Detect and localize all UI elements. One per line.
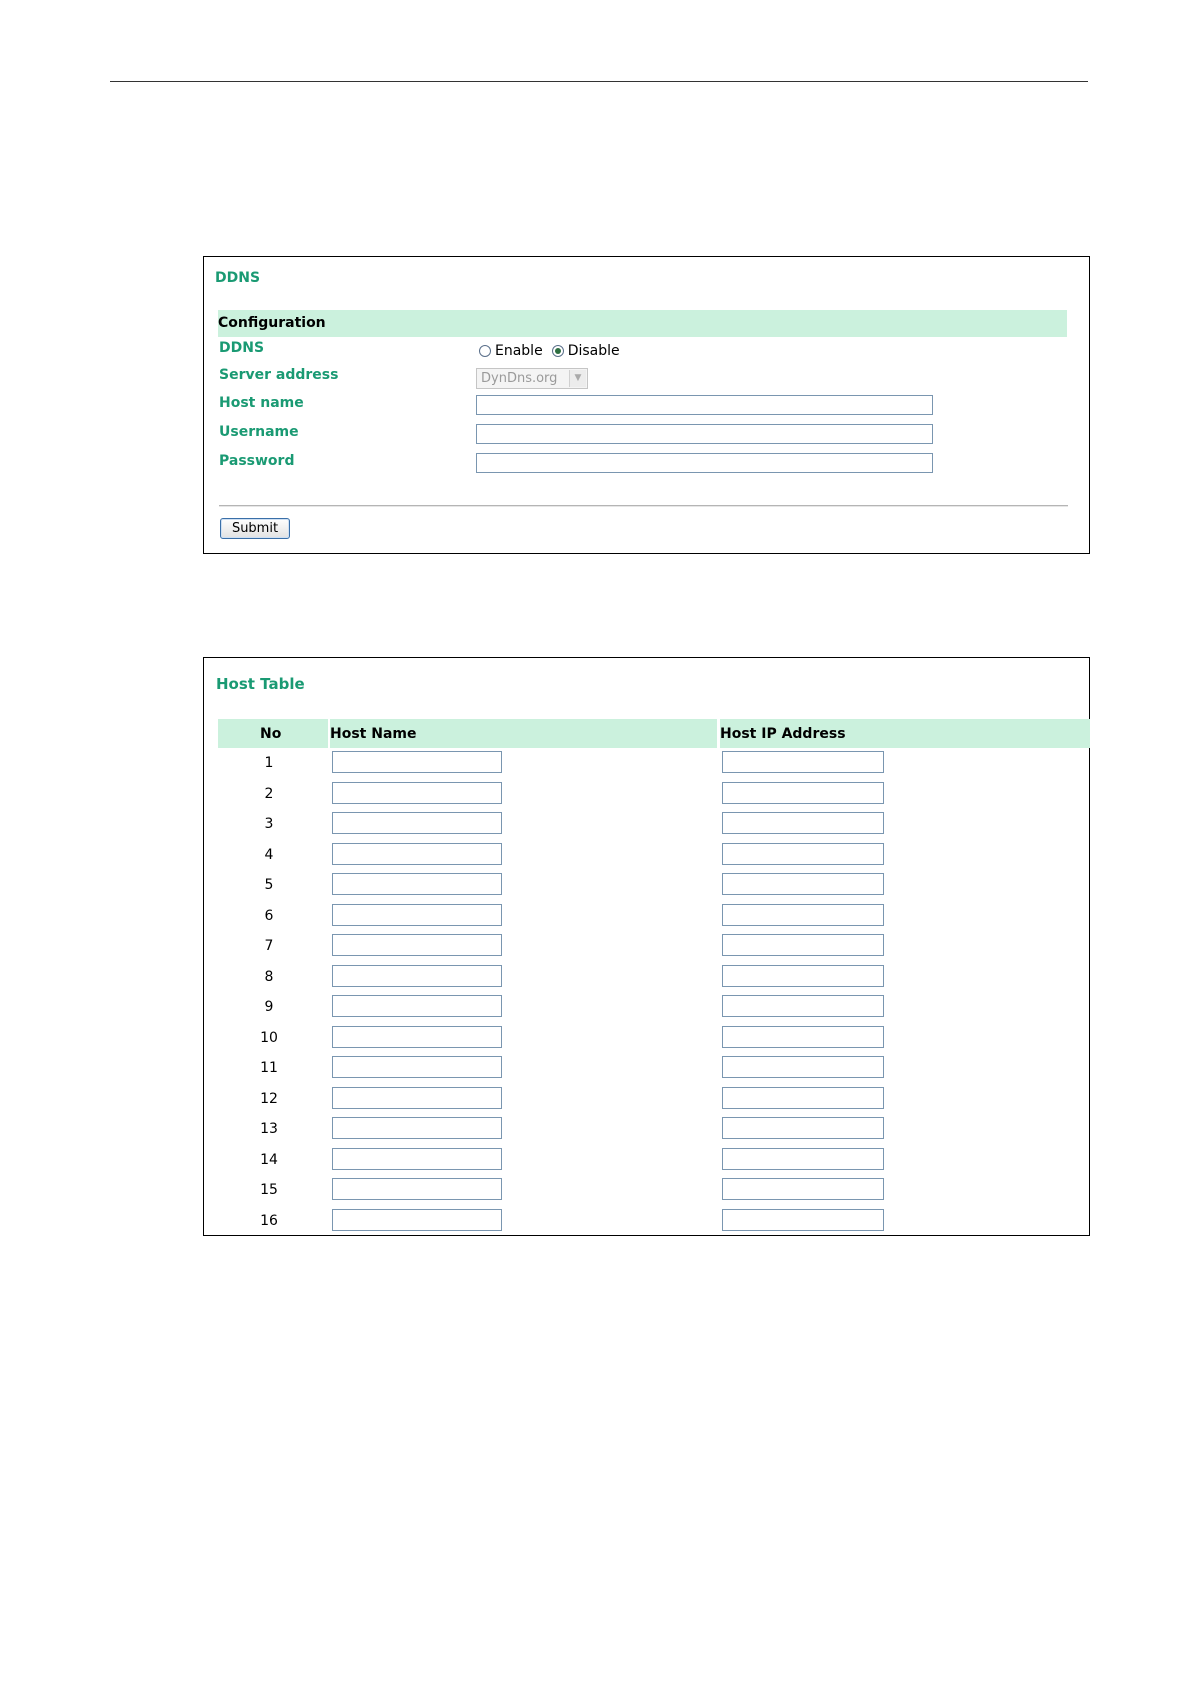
table-row: [204, 964, 1089, 995]
configuration-header-label: Configuration: [218, 315, 326, 331]
row-number: 11: [260, 1060, 278, 1076]
table-row: [204, 1177, 1089, 1208]
host-name-input[interactable]: [332, 1148, 502, 1170]
form-divider: [219, 505, 1068, 507]
ddns-label: DDNS: [219, 340, 265, 356]
enable-radio-label[interactable]: Enable: [495, 343, 543, 359]
page-top-rule: [110, 81, 1088, 82]
host-ip-input[interactable]: [722, 904, 884, 926]
row-number: 9: [264, 999, 274, 1015]
host-name-input[interactable]: [332, 782, 502, 804]
chevron-down-icon[interactable]: ▼: [569, 370, 586, 387]
host-name-input[interactable]: [332, 1117, 502, 1139]
host-name-input[interactable]: [332, 904, 502, 926]
table-row: [204, 781, 1089, 812]
enable-radio[interactable]: [479, 345, 491, 357]
host-ip-input[interactable]: [722, 751, 884, 773]
row-number: 14: [260, 1151, 278, 1168]
host-ip-input[interactable]: [722, 1178, 884, 1200]
table-row: [204, 933, 1089, 964]
ddns-panel: [203, 256, 1090, 554]
password-input[interactable]: [476, 453, 933, 473]
host-ip-input[interactable]: [722, 812, 884, 834]
host-name-input[interactable]: [332, 873, 502, 895]
row-number: 6: [264, 907, 274, 924]
password-label: Password: [219, 453, 295, 469]
host-name-input[interactable]: [332, 751, 502, 773]
row-number: 16: [260, 1212, 278, 1229]
host-name-input[interactable]: [332, 1209, 502, 1231]
host-ip-input[interactable]: [722, 995, 884, 1017]
server-address-select[interactable]: [476, 368, 588, 389]
disable-radio-label[interactable]: Disable: [567, 343, 620, 359]
table-row: [204, 1055, 1089, 1086]
column-header-no: [218, 719, 328, 748]
ddns-radio-group: [479, 343, 629, 359]
column-header-host-name-label: Host Name: [330, 726, 417, 742]
host-name-input[interactable]: [332, 995, 502, 1017]
row-number: 2: [264, 785, 274, 802]
ddns-panel-title: DDNS: [215, 270, 261, 286]
disable-radio[interactable]: [552, 345, 564, 357]
table-row: [204, 872, 1089, 903]
table-row: [204, 1086, 1089, 1117]
host-table-panel: [203, 657, 1090, 1236]
host-name-input[interactable]: [332, 1178, 502, 1200]
host-name-input[interactable]: [332, 934, 502, 956]
column-header-host-ip: [720, 719, 1090, 748]
host-ip-input[interactable]: [722, 934, 884, 956]
row-number: 15: [260, 1182, 278, 1198]
host-name-input[interactable]: [332, 965, 502, 987]
host-table-title: Host Table: [216, 675, 305, 693]
table-row: [204, 1025, 1089, 1056]
host-name-input[interactable]: [332, 812, 502, 834]
host-ip-input[interactable]: [722, 1148, 884, 1170]
username-input[interactable]: [476, 424, 933, 444]
host-name-input[interactable]: [476, 395, 933, 415]
row-number: 13: [260, 1121, 278, 1137]
row-number: 4: [264, 846, 274, 863]
server-address-label: Server address: [219, 367, 339, 383]
table-row: [204, 750, 1089, 781]
table-row: [204, 994, 1089, 1025]
configuration-header: [218, 310, 1067, 337]
host-name-input[interactable]: [332, 1026, 502, 1048]
host-ip-input[interactable]: [722, 843, 884, 865]
column-header-no-label: No: [260, 726, 282, 742]
table-row: [204, 842, 1089, 873]
submit-button[interactable]: Submit: [220, 518, 290, 539]
column-header-host-ip-label: Host IP Address: [720, 726, 846, 742]
row-number: 5: [264, 877, 274, 893]
column-header-host-name: [330, 719, 717, 748]
host-name-input[interactable]: [332, 1056, 502, 1078]
username-label: Username: [219, 424, 299, 440]
host-ip-input[interactable]: [722, 1087, 884, 1109]
table-row: [204, 1116, 1089, 1147]
row-number: 3: [264, 816, 274, 832]
host-ip-input[interactable]: [722, 1117, 884, 1139]
table-row: [204, 1147, 1089, 1178]
row-number: 12: [260, 1090, 278, 1107]
host-ip-input[interactable]: [722, 1209, 884, 1231]
host-ip-input[interactable]: [722, 1026, 884, 1048]
host-ip-input[interactable]: [722, 873, 884, 895]
host-name-label: Host name: [219, 395, 304, 411]
row-number: 10: [260, 1029, 278, 1046]
host-ip-input[interactable]: [722, 1056, 884, 1078]
table-row: [204, 903, 1089, 934]
host-ip-input[interactable]: [722, 782, 884, 804]
host-name-input[interactable]: [332, 1087, 502, 1109]
row-number: 1: [264, 755, 274, 771]
server-address-value: DynDns.org: [481, 371, 558, 386]
row-number: 8: [264, 968, 274, 985]
host-ip-input[interactable]: [722, 965, 884, 987]
table-row: [204, 1208, 1089, 1239]
row-number: 7: [264, 938, 274, 954]
host-name-input[interactable]: [332, 843, 502, 865]
table-row: [204, 811, 1089, 842]
